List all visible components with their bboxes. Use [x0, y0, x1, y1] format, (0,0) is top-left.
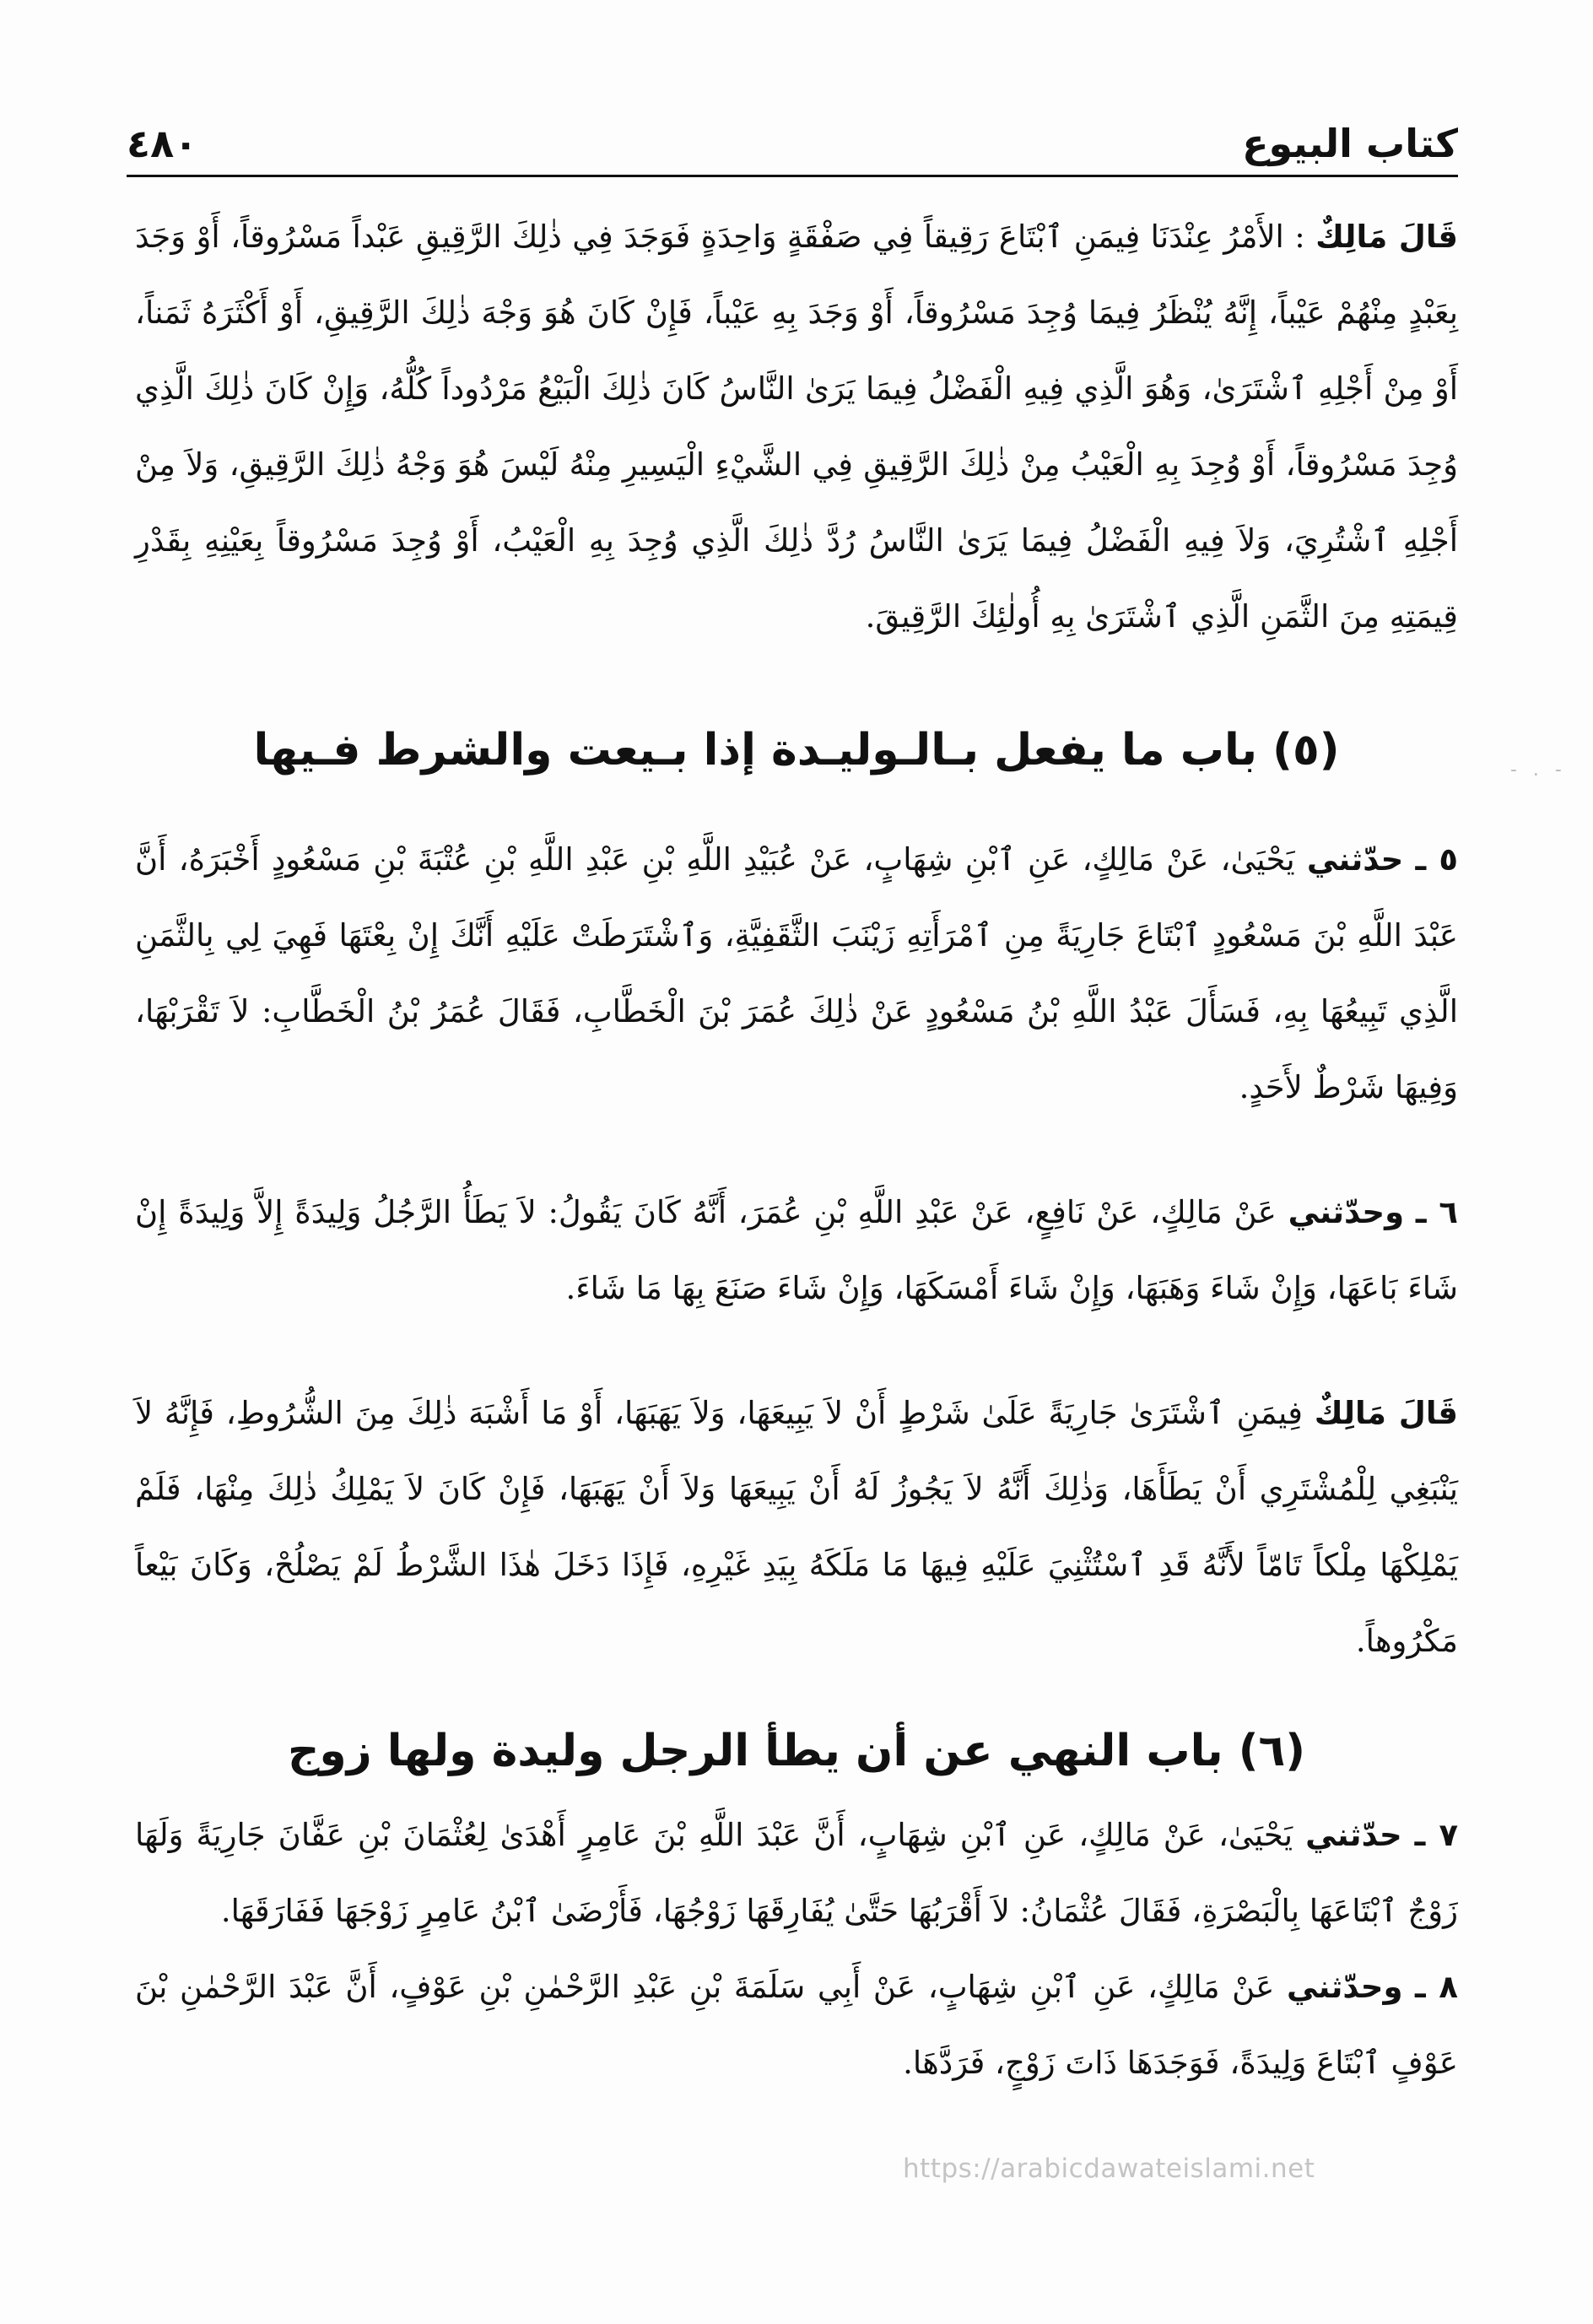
paragraph-text: : الأَمْرُ عِنْدَنَا فِيمَنِ ٱبْتَاعَ رَقِيقاً فِي صَفْقَةٍ وَاحِدَةٍ فَوَجَدَ فِي ذٰلِكَ الرَّقِيقِ عَبْداً مَسْرُوقاً، أَوْ وَجَدَ بِعَبْدٍ مِنْهُمْ عَيْباً، إِنَّهُ يُنْظَرُ فِيمَا وُجِدَ مَسْرُوقاً، أَوْ وَجَدَ بِهِ عَيْباً، فَإِنْ كَانَ هُوَ وَجْهَ ذٰلِكَ الرَّقِيقِ، أَوْ أَكْثَرَهُ ثَمَناً، أَوْ مِنْ أَجْلِهِ ٱشْتَرَىٰ، وَهُوَ الَّذِي فِيهِ الْفَضْلُ فِيمَا يَرَىٰ النَّاسُ كَانَ ذٰلِكَ الْبَيْعُ مَرْدُوداً كُلُّهُ، وَإِنْ كَانَ ذٰلِكَ الَّذِي وُجِدَ مَسْرُوقاً، أَوْ وُجِدَ بِهِ الْعَيْبُ مِنْ ذٰلِكَ الرَّقِيقِ فِي الشَّيْءِ الْيَسِيرِ مِنْهُ لَيْسَ هُوَ وَجْهُ ذٰلِكَ الرَّقِيقِ، وَلاَ مِنْ أَجْلِهِ ٱشْتُرِيَ، وَلاَ فِيهِ الْفَضْلُ فِيمَا يَرَىٰ النَّاسُ رُدَّ ذٰلِكَ الَّذِي وُجِدَ بِهِ الْعَيْبُ، أَوْ وُجِدَ مَسْرُوقاً بِعَيْنِهِ بِقَدْرِ قِيمَتِهِ مِنَ الثَّمَنِ الَّذِي ٱشْتَرَىٰ بِهِ أُولٰئِكَ الرَّقِيقَ. — [135, 219, 1458, 635]
hadith-6 — [135, 1175, 1458, 1327]
watermark-url: https://arabicdawateislami.net — [903, 2154, 1315, 2184]
hadith-text: يَحْيَىٰ، عَنْ مَالِكٍ، عَنِ ٱبْنِ شِهَابٍ، عَنْ عُبَيْدِ اللَّهِ بْنِ عَبْدِ اللَّهِ بْنِ عُتْبَةَ بْنِ مَسْعُودٍ أَخْبَرَهُ، أَنَّ عَبْدَ اللَّهِ بْنَ مَسْعُودٍ ٱبْتَاعَ جَارِيَةً مِنِ ٱمْرَأَتِهِ زَيْنَبَ الثَّقَفِيَّةِ، وَٱشْتَرَطَتْ عَلَيْهِ أَنَّكَ إِنْ بِعْتَهَا فَهِيَ لِي بِالثَّمَنِ الَّذِي تَبِيعُهَا بِهِ، فَسَأَلَ عَبْدُ اللَّهِ بْنُ مَسْعُودٍ عَنْ ذٰلِكَ عُمَرَ بْنَ الْخَطَّابِ، فَقَالَ عُمَرُ بْنُ الْخَطَّابِ: لاَ تَقْرَبْهَا، وَفِيهَا شَرْطٌ لأَحَدٍ. — [135, 841, 1458, 1105]
malik-opinion-paragraph-2 — [135, 1375, 1458, 1679]
hadith-text: يَحْيَىٰ، عَنْ مَالِكٍ، عَنِ ٱبْنِ شِهَابٍ، أَنَّ عَبْدَ اللَّهِ بْنَ عَامِرٍ أَهْدَىٰ لِعُثْمَانَ بْنِ عَفَّانَ جَارِيَةً وَلَهَا زَوْجٌ ٱبْتَاعَهَا بِالْبَصْرَةِ، فَقَالَ عُثْمَانُ: لاَ أَقْرَبُهَا حَتَّىٰ يُفَارِقَهَا زَوْجُهَا، فَأَرْضَىٰ ٱبْنُ عَامِرٍ زَوْجَهَا فَفَارَقَهَا. — [135, 1817, 1458, 1929]
hadith-number: ٧ ـ — [1414, 1817, 1459, 1853]
page-content — [135, 199, 1458, 2101]
malik-opinion-paragraph — [135, 199, 1458, 655]
hadith-lead: وحدّثني — [1286, 1969, 1403, 2005]
book-title: كتاب البيوع — [1242, 121, 1458, 166]
running-header — [127, 101, 1458, 177]
hadith-number: ٥ ـ — [1415, 841, 1458, 878]
chapter-heading-5: (٥) باب ما يفعل بـالـوليـدة إذا بـيعت والشرط فـيها — [253, 725, 1340, 776]
hadith-lead: حدّثني — [1306, 841, 1404, 878]
hadith-number: ٦ ـ — [1415, 1194, 1459, 1230]
chapter-heading-6: (٦) باب النهي عن أن يطأ الرجل وليدة ولها زوج — [287, 1726, 1306, 1776]
paragraph-lead: قَالَ مَالِكٌ — [1315, 219, 1458, 255]
hadith-7 — [135, 1797, 1458, 1949]
hadith-lead: حدّثني — [1305, 1817, 1402, 1853]
hadith-5 — [135, 822, 1458, 1126]
hadith-number: ٨ ـ — [1415, 1969, 1459, 2005]
hadith-8 — [135, 1949, 1458, 2101]
paragraph-lead: قَالَ مَالِكٌ — [1314, 1395, 1458, 1431]
hadith-text: عَنْ مَالِكٍ، عَنِ ٱبْنِ شِهَابٍ، عَنْ أَبِي سَلَمَةَ بْنِ عَبْدِ الرَّحْمٰنِ بْنِ عَوْفٍ، أَنَّ عَبْدَ الرَّحْمٰنِ بْنَ عَوْفٍ ٱبْتَاعَ وَلِيدَةً، فَوَجَدَهَا ذَاتَ زَوْجٍ، فَرَدَّهَا. — [135, 1969, 1458, 2081]
page-number: ٤٨٠ — [127, 121, 198, 166]
margin-marks: - . - — [1510, 759, 1567, 781]
hadith-lead: وحدّثني — [1288, 1194, 1405, 1230]
paragraph-text: فِيمَنِ ٱشْتَرَىٰ جَارِيَةً عَلَىٰ شَرْطٍ أَنْ لاَ يَبِيعَهَا، وَلاَ يَهَبَهَا، أَوْ مَا أَشْبَهَ ذٰلِكَ مِنَ الشُّرُوطِ، فَإِنَّهُ لاَ يَنْبَغِي لِلْمُشْتَرِي أَنْ يَطَأَهَا، وَذٰلِكَ أَنَّهُ لاَ يَجُوزُ لَهُ أَنْ يَبِيعَهَا وَلاَ أَنْ يَهَبَهَا، فَإِنْ كَانَ لاَ يَمْلِكُ ذٰلِكَ مِنْهَا، فَلَمْ يَمْلِكْهَا مِلْكاً تَامّاً لأَنَّهُ قَدِ ٱسْتُثْنِيَ عَلَيْهِ فِيهَا مَا مَلَكَهُ بِيَدِ غَيْرِهِ، فَإِذَا دَخَلَ هٰذَا الشَّرْطُ لَمْ يَصْلُحْ، وَكَانَ بَيْعاً مَكْرُوهاً. — [135, 1395, 1458, 1659]
hadith-text: عَنْ مَالِكٍ، عَنْ نَافِعٍ، عَنْ عَبْدِ اللَّهِ بْنِ عُمَرَ، أَنَّهُ كَانَ يَقُولُ: لاَ يَطَأُ الرَّجُلُ وَلِيدَةً إِلاَّ وَلِيدَةً إِنْ شَاءَ بَاعَهَا، وَإِنْ شَاءَ وَهَبَهَا، وَإِنْ شَاءَ أَمْسَكَهَا، وَإِنْ شَاءَ صَنَعَ بِهَا مَا شَاءَ. — [135, 1194, 1458, 1306]
